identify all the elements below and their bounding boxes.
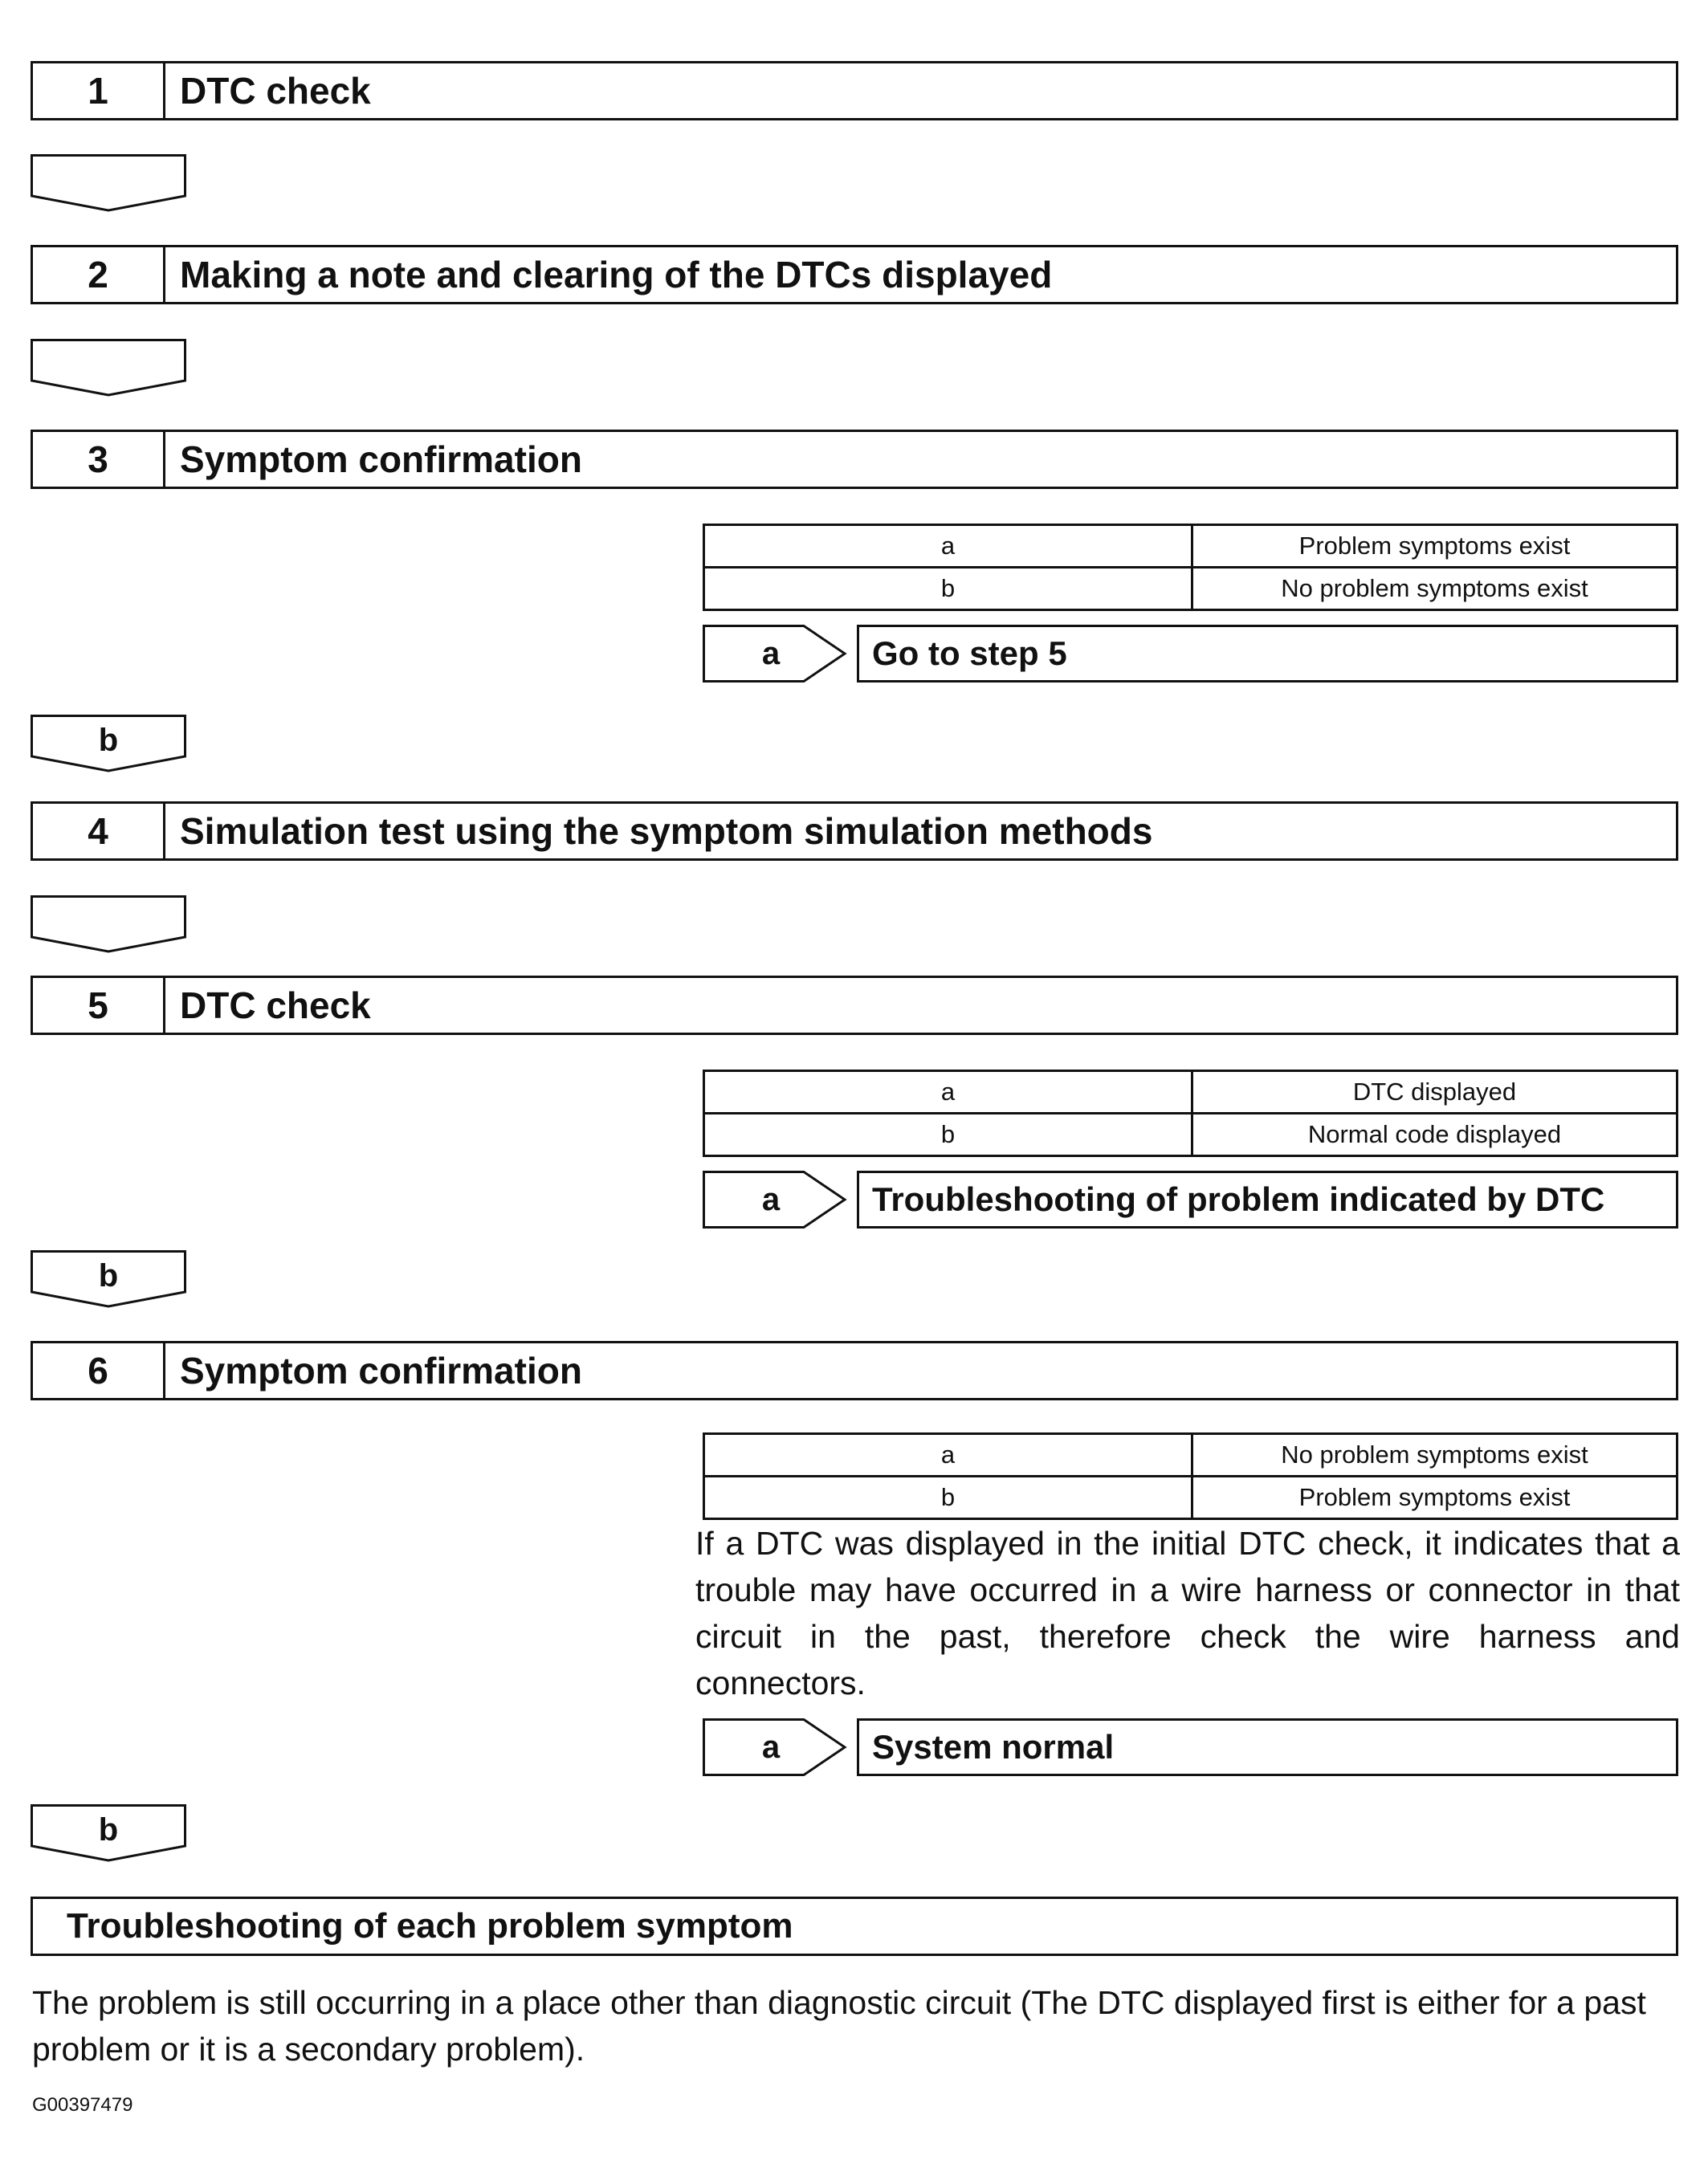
note-text: If a DTC was displayed in the initial DTC check, it indicates that a trouble may have occurred in a wire harness or connector in that circuit in the past, therefore check the wire harness and connectors. [695,1525,1680,1701]
down-arrow [31,1250,186,1308]
step-number: 5 [33,978,165,1033]
condition-value: Problem symptoms exist [1192,525,1677,568]
result-text: System normal [857,1718,1678,1776]
table-row [704,1477,1677,1519]
result-5 [703,1171,1678,1229]
step-number: 6 [33,1343,165,1398]
step-title: Making a note and clearing of the DTCs displayed [180,254,1053,295]
step-5 [31,976,1678,1035]
down-arrow [31,154,186,212]
step-3 [31,430,1678,489]
condition-value: Normal code displayed [1192,1114,1677,1156]
step-1 [31,61,1678,120]
down-arrow-icon [31,895,186,953]
result-6 [703,1718,1678,1776]
condition-table-5 [703,1070,1678,1157]
down-arrow [31,1804,186,1862]
condition-value: DTC displayed [1192,1071,1677,1114]
step-2 [31,245,1678,304]
step-4 [31,801,1678,861]
table-row [704,1071,1677,1114]
result-label: a [761,1181,781,1217]
condition-key: a [704,1071,1192,1114]
down-arrow [31,715,186,772]
down-arrow [31,339,186,397]
condition-table-3 [703,524,1678,611]
step-title: Simulation test using the symptom simulation methods [180,810,1153,852]
branch-label: b [98,1812,119,1848]
step-title: DTC check [180,70,371,112]
result-label: a [761,635,781,671]
result-label: a [761,1729,781,1765]
branch-label: b [98,1258,119,1294]
table-row [704,1114,1677,1156]
result-text: Go to step 5 [857,625,1678,683]
result-arrow [703,1171,857,1233]
condition-value: No problem symptoms exist [1192,1434,1677,1477]
step-number: 4 [33,804,165,858]
condition-key: a [704,1434,1192,1477]
step-number: 3 [33,432,165,487]
result-3 [703,625,1678,683]
step-number: 2 [33,247,165,302]
table-row [704,1434,1677,1477]
step-title: Symptom confirmation [180,438,582,480]
branch-label: b [98,723,119,758]
footer-text: The problem is still occurring in a place other than diagnostic circuit (The DTC displayed first is either for a past problem or it is a secondary problem). [32,1984,1646,2068]
step-title: Symptom confirmation [180,1350,582,1392]
figure-code: G00397479 [32,2094,133,2116]
table-row [704,525,1677,568]
condition-key: a [704,525,1192,568]
result-text: Troubleshooting of problem indicated by DTC [857,1171,1678,1229]
down-arrow-icon [31,154,186,212]
step-number: 1 [33,63,165,118]
down-arrow-icon [31,339,186,397]
table-row [704,568,1677,610]
final-box: Troubleshooting of each problem symptom [31,1897,1678,1956]
condition-key: b [704,1114,1192,1156]
condition-value: Problem symptoms exist [1192,1477,1677,1519]
condition-key: b [704,568,1192,610]
condition-value: No problem symptoms exist [1192,568,1677,610]
condition-key: b [704,1477,1192,1519]
down-arrow [31,895,186,953]
result-arrow [703,625,857,687]
step-title: DTC check [180,984,371,1026]
condition-table-6 [703,1432,1678,1520]
step-6 [31,1341,1678,1400]
result-arrow [703,1718,857,1780]
